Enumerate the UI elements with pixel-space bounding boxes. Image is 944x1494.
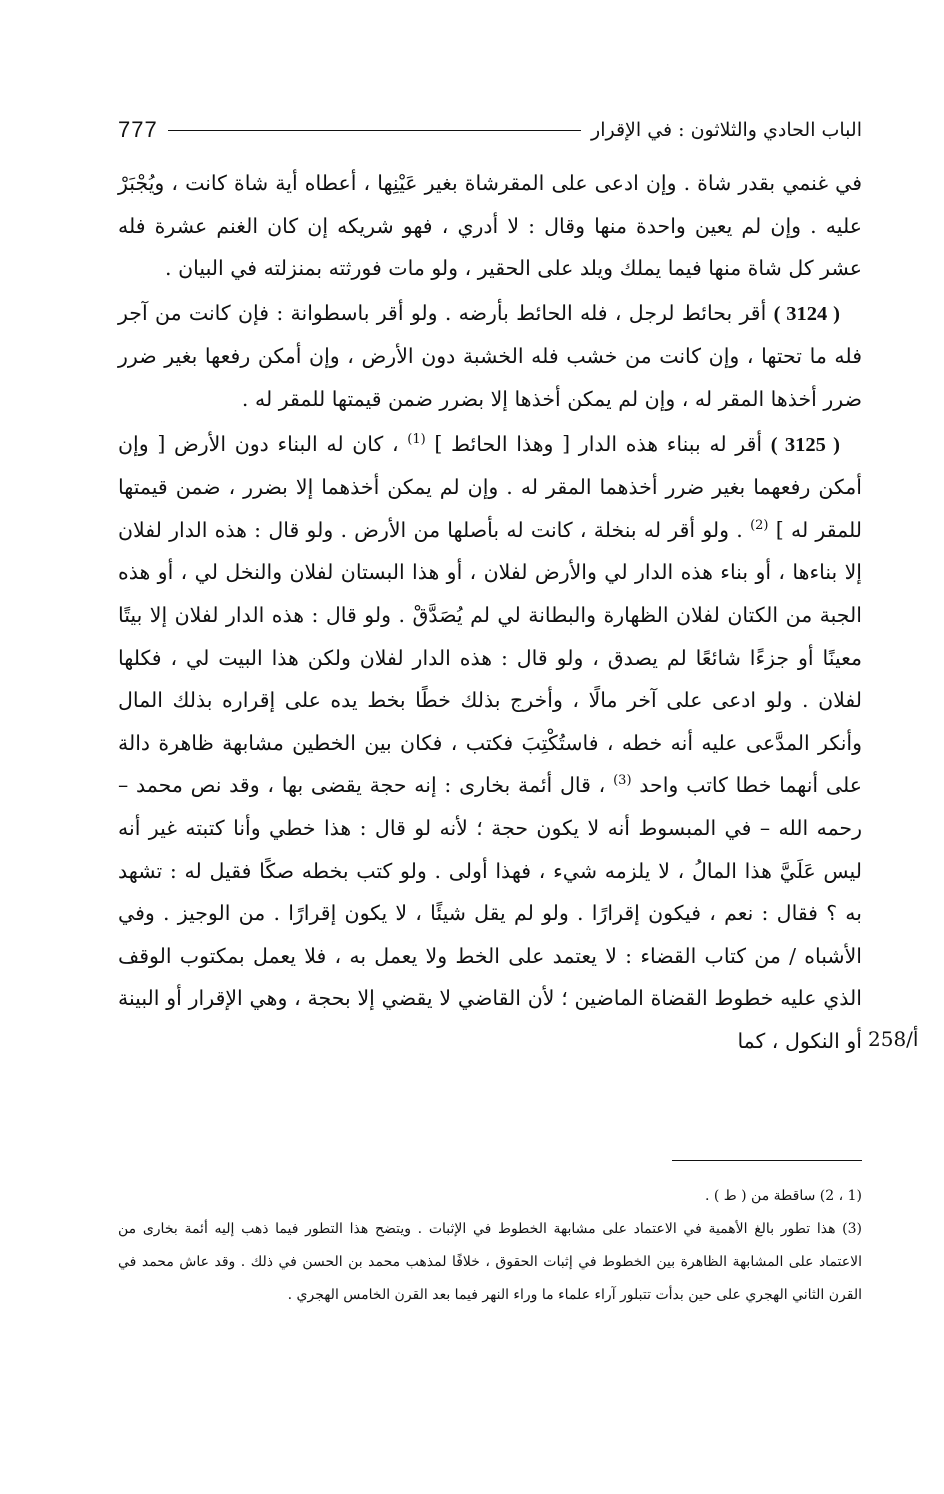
section-number: ( 3125 ) [770, 433, 840, 456]
page-number: 777 [118, 117, 158, 142]
footnotes [118, 1180, 862, 1312]
page-header [118, 110, 862, 150]
running-title: الباب الحادي والثلاثون : في الإقرار [591, 119, 862, 141]
paragraph-text: ، قال أئمة بخارى : إنه حجة يقضى بها ، وقد نص محمد – رحمه الله – في المبسوط أنه لا يكون حجة ؛ لأنه لو قال : هذا خطي وأنا كتبته غير أنه ليس عَلَيَّ هذا المالُ ، لا يلزمه شيء ، فهذا أولى . ولو كتب بخطه صكًا فقيل له : تشهد به ؟ فقال : نعم ، فيكون إقرارًا . ولو لم يقل شيئًا ، لا يكون إقرارًا . من الوجيز . وفي الأشباه / من كتاب القضاء : لا يعتمد على الخط ولا يعمل به ، فلا يعمل بمكتوب الوقف الذي عليه خطوط القضاة الماضين ؛ لأن القاضي لا يقضي إلا بحجة ، وهي الإقرار أو البينة أو النكول ، كما [118, 773, 862, 1053]
paragraph-text: ، كان له البناء دون الأرض [ وإن أمكن رفعهما بغير ضرر أخذهما المقر له . وإن لم يمكن أخذهما إلا بضرر ، ضمن قيمتها للمقر له ] [118, 431, 862, 542]
section-number: ( 3124 ) [773, 302, 840, 325]
paragraph-continuation: في غنمي بقدر شاة . وإن ادعى على المقرشاة بغير عَيْنِها ، أعطاه أية شاة كانت ، ويُجْبَرْ عليه . وإن لم يعين واحدة منها وقال : لا أدري ، فهو شريكه إن كان الغنم عشرة فله عشر كل شاة منها فيما يملك ويلد على الحقير ، ولو مات فورثته بمنزلته في البيان . [118, 171, 862, 281]
main-text [118, 162, 862, 1062]
paragraph-3125 [118, 423, 862, 1063]
footnote: (1 ، 2) ساقطة من ( ط ) . [704, 1188, 862, 1204]
paragraph-text: أقر بحائط لرجل ، فله الحائط بأرضه . ولو أقر باسطوانة : فإن كانت من آجر فله ما تحتها ، وإن كانت من خشب فله الخشبة دون الأرض ، وإن أمكن رفعها بغير ضرر ضرر أخذها المقر له ، وإن لم يمكن أخذها إلا بضرر ضمن قيمتها للمقر له . [118, 300, 862, 411]
manuscript-folio-marker: 258/أ [868, 1027, 919, 1051]
paragraph-text: . ولو أقر له بنخلة ، كانت له بأصلها من الأرض . ولو قال : هذه الدار لفلان إلا بناءها ، أو بناء هذه الدار لي والأرض لفلان ، أو هذا البستان لفلان والنخل لي ، أو هذه الجبة من الكتان لفلان الظهارة والبطانة لي لم يُصَدَّقْ . ولو قال : هذه الدار لفلان إلا بيتًا معينًا أو جزءًا شائعًا لم يصدق ، ولو قال : هذه الدار لفلان ولكن هذا البيت لي ، فكلها لفلان . ولو ادعى على آخر مالًا ، وأخرج بذلك خطًا بخط يده على إقراره بذلك المال وأنكر المدَّعى عليه أنه خطه ، فاستُكْتِبَ فكتب ، فكان بين الخطين مشابهة ظاهرة دالة على أنهما خطا كاتب واحد [118, 517, 862, 798]
footnote-ref: (2) [750, 517, 769, 533]
footnote-separator [672, 1160, 862, 1161]
header-rule [168, 130, 581, 131]
footnote-ref: (1) [407, 431, 426, 447]
footnote-ref: (3) [613, 773, 632, 789]
paragraph-text: أقر له ببناء هذه الدار [ وهذا الحائط ] [434, 431, 763, 456]
paragraph-3124 [118, 292, 862, 421]
footnote: (3) هذا تطور بالغ الأهمية في الاعتماد على مشابهة الخطوط في الإثبات . ويتضح هذا التطور فيما ذهب إليه أئمة بخارى من الاعتماد على المشابهة الظاهرة بين الخطوط في إثبات الحقوق ، خلافًا لمذهب محمد بن الحسن في ذلك . وقد عاش محمد في القرن الثاني الهجري على حين بدأت تتبلور آراء علماء ما وراء النهر فيما بعد القرن الخامس الهجري . [118, 1221, 862, 1303]
